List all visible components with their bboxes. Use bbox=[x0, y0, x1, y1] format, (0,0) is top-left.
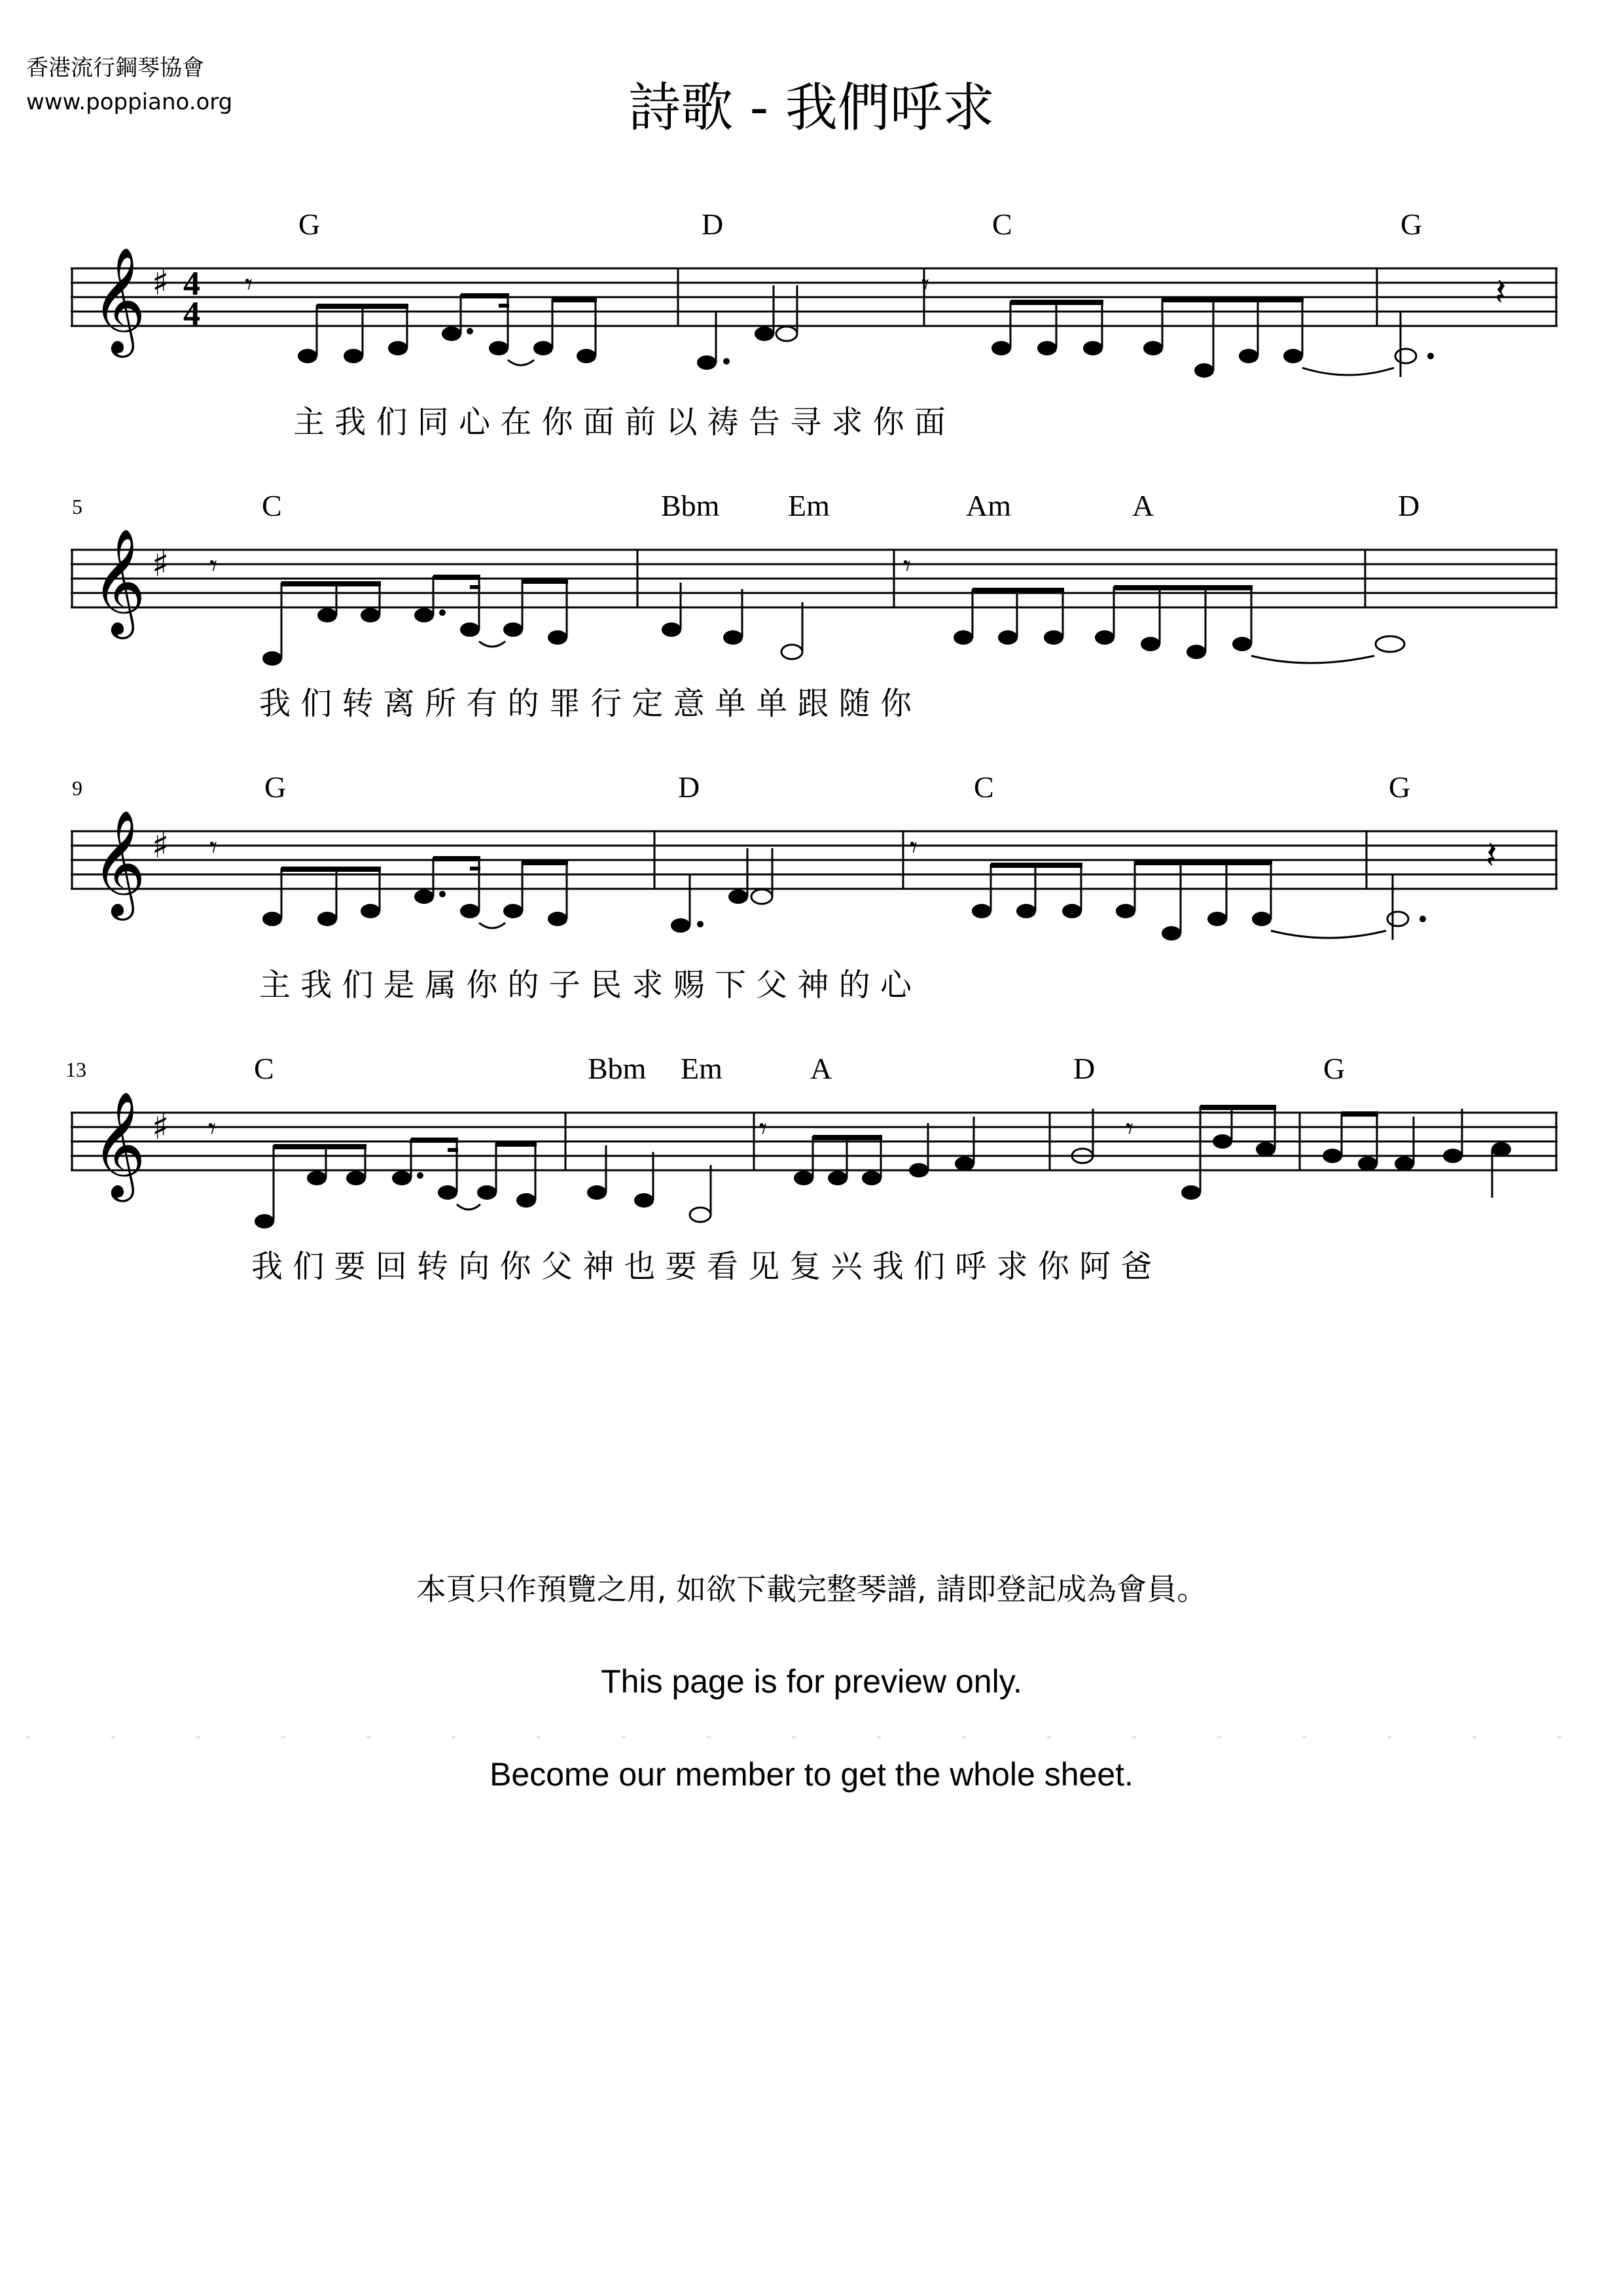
chord-symbol: Em bbox=[788, 489, 830, 522]
eighth-rest-icon: 𝄾 bbox=[209, 548, 218, 583]
chord-symbol: C bbox=[992, 207, 1012, 241]
chord-symbol: G bbox=[1389, 770, 1411, 804]
chord-symbol: D bbox=[702, 207, 724, 241]
preview-notice-zh: 本頁只作預覽之用, 如欲下載完整琴譜, 請即登記成為會員。 bbox=[416, 1571, 1207, 1607]
music-staff bbox=[0, 478, 1623, 694]
site-name: 香港流行鋼琴協會 bbox=[26, 55, 204, 81]
music-staff bbox=[0, 759, 1623, 975]
measure-number: 9 bbox=[72, 776, 82, 800]
chord-symbol: C bbox=[974, 770, 994, 804]
chord-symbol: D bbox=[678, 770, 700, 804]
sharp-icon: ♯ bbox=[152, 543, 169, 584]
treble-clef-icon: 𝄞 bbox=[92, 810, 146, 916]
chord-symbol: G bbox=[1400, 207, 1423, 241]
lyrics-line: 主 我 们 同 心 在 你 面 前 以 祷 告 寻 求 你 面 bbox=[293, 404, 946, 440]
staff-system-3 bbox=[0, 759, 1623, 1041]
eighth-rest-icon: 𝄾 bbox=[209, 829, 218, 865]
site-url[interactable]: www.poppiano.org bbox=[26, 89, 233, 115]
notes-group bbox=[298, 327, 1303, 378]
chord-symbol: A bbox=[1132, 489, 1154, 522]
page-title: 詩歌 - 我們呼求 bbox=[628, 77, 995, 138]
treble-clef-icon: 𝄞 bbox=[92, 1091, 146, 1198]
music-staff bbox=[0, 1041, 1623, 1257]
measure-number: 5 bbox=[72, 495, 82, 518]
treble-clef-icon: 𝄞 bbox=[92, 247, 146, 353]
lyrics-line: 我 们 转 离 所 有 的 罪 行 定 意 单 单 跟 随 你 bbox=[259, 685, 912, 722]
staff-system-4 bbox=[0, 1041, 1623, 1322]
chord-symbol: Am bbox=[966, 489, 1011, 522]
preview-notice-en: This page is for preview only. bbox=[601, 1663, 1022, 1700]
chord-symbol: D bbox=[1073, 1052, 1096, 1085]
chord-symbol: Bbm bbox=[661, 489, 720, 522]
eighth-rest-icon: 𝄾 bbox=[245, 266, 253, 302]
time-signature-bottom: 4 bbox=[183, 295, 200, 332]
chord-symbol: A bbox=[810, 1052, 832, 1085]
staff-system-1 bbox=[0, 196, 1623, 478]
eighth-rest-icon: 𝄾 bbox=[903, 548, 912, 583]
treble-clef-icon: 𝄞 bbox=[92, 528, 146, 635]
membership-notice: Become our member to get the whole sheet. bbox=[490, 1756, 1133, 1793]
sharp-icon: ♯ bbox=[152, 262, 169, 303]
chord-symbol: G bbox=[298, 207, 321, 241]
eighth-rest-icon: 𝄾 bbox=[910, 829, 918, 865]
chord-symbol: Em bbox=[681, 1052, 722, 1085]
chord-symbol: D bbox=[1398, 489, 1420, 522]
sharp-icon: ♯ bbox=[152, 1106, 169, 1147]
eighth-rest-icon: 𝄾 bbox=[921, 266, 930, 302]
divider bbox=[26, 1736, 1597, 1738]
time-signature-top: 4 bbox=[183, 265, 200, 302]
chord-symbol: G bbox=[264, 770, 287, 804]
chord-symbol: C bbox=[254, 1052, 274, 1085]
quarter-rest-icon: 𝄽 bbox=[1486, 833, 1497, 877]
sharp-icon: ♯ bbox=[152, 825, 169, 866]
chord-symbol: G bbox=[1323, 1052, 1346, 1085]
lyrics-line: 我 们 要 回 转 向 你 父 神 也 要 看 见 复 兴 我 们 呼 求 你 阿 爸 bbox=[251, 1248, 1152, 1285]
chord-symbol: Bbm bbox=[588, 1052, 647, 1085]
quarter-rest-icon: 𝄽 bbox=[1495, 270, 1507, 314]
chord-symbol: C bbox=[262, 489, 282, 522]
music-staff bbox=[0, 196, 1623, 412]
eighth-rest-icon: 𝄾 bbox=[759, 1111, 768, 1146]
eighth-rest-icon: 𝄾 bbox=[1126, 1111, 1134, 1146]
staff-system-2 bbox=[0, 478, 1623, 759]
eighth-rest-icon: 𝄾 bbox=[208, 1111, 217, 1146]
lyrics-line: 主 我 们 是 属 你 的 子 民 求 赐 下 父 神 的 心 bbox=[259, 967, 912, 1003]
measure-number: 13 bbox=[65, 1058, 86, 1081]
